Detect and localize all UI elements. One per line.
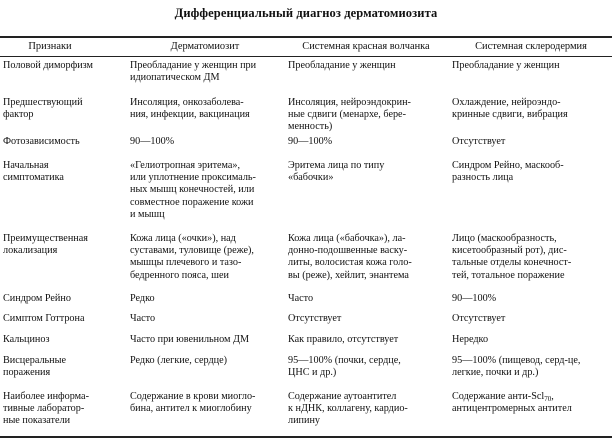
cell-dermatomyositis: Инсоляция, онкозаболева- ния, инфекции, вакцинация — [130, 97, 250, 121]
cell-sign: Предшествующий фактор — [3, 97, 83, 121]
scl-subscript: 70 — [544, 395, 552, 403]
cell-dermatomyositis: Редко (легкие, сердце) — [130, 355, 228, 366]
table-title: Дифференциальный диагноз дерматомиозита — [174, 6, 438, 20]
table-top-rule — [0, 36, 612, 38]
cell-scleroderma: Отсутствует — [452, 313, 506, 324]
cell-dermatomyositis: Редко — [130, 293, 155, 304]
cell-sign: Фотозависимость — [3, 136, 80, 147]
cell-sle: Как правило, отсутствует — [288, 334, 399, 345]
cell-sle: Кожа лица («бабочка»), ла- донно-подошвенные васку- литы, волосистая кожа голо- вы (реже), хейлит, энантема — [288, 233, 412, 281]
cell-sle: Преобладание у женщин — [288, 60, 396, 71]
cell-dermatomyositis: Кожа лица («очки»), над суставами, туловище (реже), мышцы плечевого и тазо- бедренного пояса, шеи — [130, 233, 254, 281]
cell-scleroderma: Отсутствует — [452, 136, 506, 147]
cell-sign: Синдром Рейно — [3, 293, 71, 304]
header-sle: Системная красная волчанка — [302, 41, 430, 52]
cell-sign: Висцеральные поражения — [3, 355, 66, 379]
cell-sign: Кальциноз — [3, 334, 50, 345]
cell-dermatomyositis: Содержание в крови миогло- бина, антител к миоглобину — [130, 391, 256, 415]
cell-scleroderma: Лицо (маскообразность, кисетообразный рот), дис- тальные отделы конечност- тей, тотальное поражение — [452, 233, 572, 281]
cell-dermatomyositis: Часто — [130, 313, 156, 324]
cell-scleroderma: Содержание анти-Scl$_{70}$, антицентромерных антител — [452, 391, 572, 415]
cell-dermatomyositis: Часто при ювенильном ДМ — [130, 334, 250, 345]
cell-scleroderma: 95—100% (пищевод, серд-це, легкие, почки и др.) — [452, 355, 581, 379]
cell-sle: Содержание аутоантител к нДНК, коллагену, кардио- липину — [288, 391, 408, 427]
cell-sle: 90—100% — [288, 136, 333, 147]
cell-scleroderma: Охлаждение, нейроэндо- кринные сдвиги, вибрация — [452, 97, 568, 121]
header-bottom-rule — [0, 56, 612, 57]
cell-sign: Начальная симптоматика — [3, 160, 64, 184]
cell-scleroderma: Синдром Рейно, маскооб- разность лица — [452, 160, 564, 184]
cell-dermatomyositis: 90—100% — [130, 136, 175, 147]
cell-sign: Наиболее информа- тивные лаборатор- ные показатели — [3, 391, 89, 427]
header-signs: Признаки — [28, 41, 72, 52]
cell-sign: Симптом Готтрона — [3, 313, 85, 324]
table-bottom-rule — [0, 436, 612, 438]
cell-sle: 95—100% (почки, сердце, ЦНС и др.) — [288, 355, 401, 379]
cell-dermatomyositis: «Гелиотропная эритема», или уплотнение проксималь- ных мышц конечностей, или совместное поражение кожи и мышц — [130, 160, 256, 220]
cell-sle: Часто — [288, 293, 314, 304]
cell-sign: Половой диморфизм — [3, 60, 93, 71]
cell-sle: Отсутствует — [288, 313, 342, 324]
cell-sle: Инсоляция, нейроэндокрин- ные сдвиги (менархе, бере- менность) — [288, 97, 411, 133]
cell-scleroderma: Нередко — [452, 334, 489, 345]
cell-dermatomyositis: Преобладание у женщин при идиопатическом ДМ — [130, 60, 257, 84]
cell-scleroderma: Преобладание у женщин — [452, 60, 560, 71]
cell-sle: Эритема лица по типу «бабочки» — [288, 160, 385, 184]
cell-sign: Преимущественная локализация — [3, 233, 88, 257]
header-dermatomyositis: Дерматомиозит — [170, 41, 240, 52]
header-scleroderma: Системная склеродермия — [475, 41, 587, 52]
cell-scleroderma: 90—100% — [452, 293, 497, 304]
